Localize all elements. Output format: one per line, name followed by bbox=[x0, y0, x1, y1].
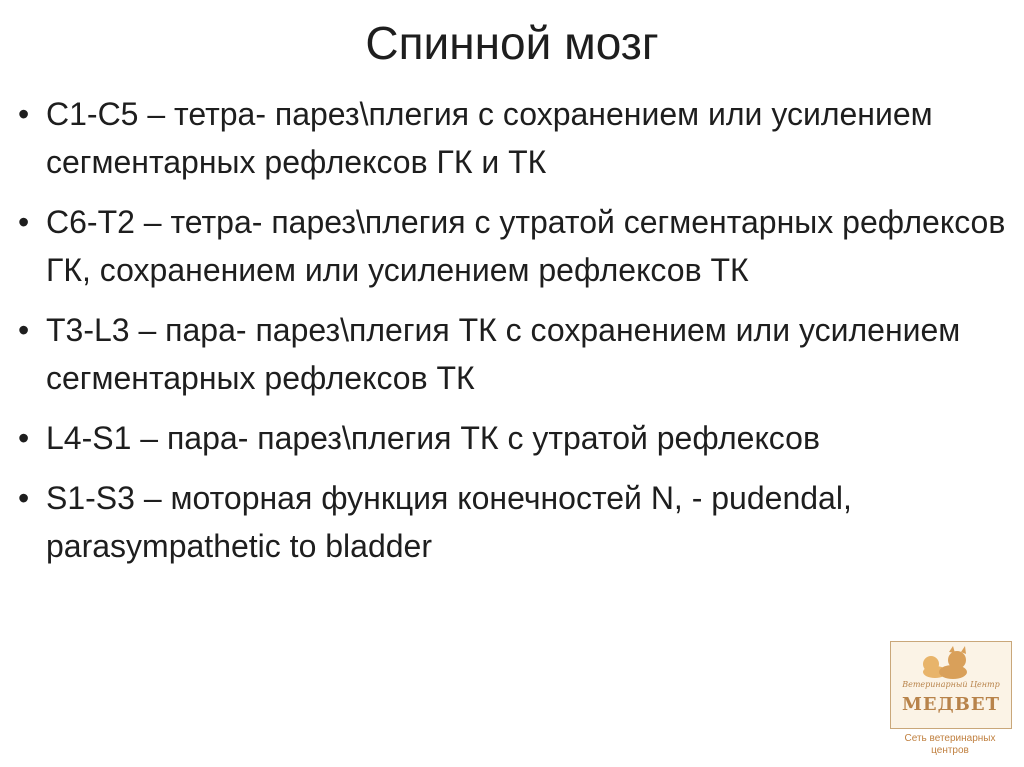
logo-subtitle bbox=[884, 733, 1016, 757]
logo-top-text: Ветеринарный Центр bbox=[902, 680, 1000, 689]
logo-subtitle-line1: Сеть ветеринарных bbox=[904, 733, 996, 744]
bullet-marker: • bbox=[18, 480, 30, 516]
bullet-marker: • bbox=[18, 96, 30, 132]
list-item bbox=[18, 306, 1018, 402]
logo-brand: МЕДВЕТ bbox=[902, 694, 1000, 715]
bullet-text: С1-С5 – тетра- парез\плегия с сохранением или усилением сегментарных рефлексов ГК и ТК bbox=[46, 96, 933, 180]
list-item bbox=[18, 198, 1018, 294]
list-item bbox=[18, 90, 1018, 186]
logo-subtitle-line2: центров bbox=[931, 745, 969, 756]
bullet-text: L4-S1 – пара- парез\плегия ТК с утратой рефлексов bbox=[46, 420, 820, 456]
medvet-logo bbox=[884, 641, 1016, 767]
bullet-marker: • bbox=[18, 420, 30, 456]
bullet-list bbox=[18, 90, 1018, 582]
list-item bbox=[18, 414, 1018, 462]
bullet-text: Т3-L3 – пара- парез\плегия ТК с сохранением или усилением сегментарных рефлексов ТК bbox=[46, 312, 961, 396]
logo-frame bbox=[890, 641, 1012, 729]
bullet-text: С6-Т2 – тетра- парез\плегия с утратой сегментарных рефлексов ГК, сохранением или усилением рефлексов ТК bbox=[46, 204, 1006, 288]
bullet-text: S1-S3 – моторная функция конечностей N, - pudendal, parasympathetic to bladder bbox=[46, 480, 852, 564]
bullet-marker: • bbox=[18, 312, 30, 348]
bullet-marker: • bbox=[18, 204, 30, 240]
slide-title: Спинной мозг bbox=[365, 17, 659, 69]
dog-cat-icon bbox=[891, 642, 1011, 682]
list-item bbox=[18, 474, 1018, 570]
